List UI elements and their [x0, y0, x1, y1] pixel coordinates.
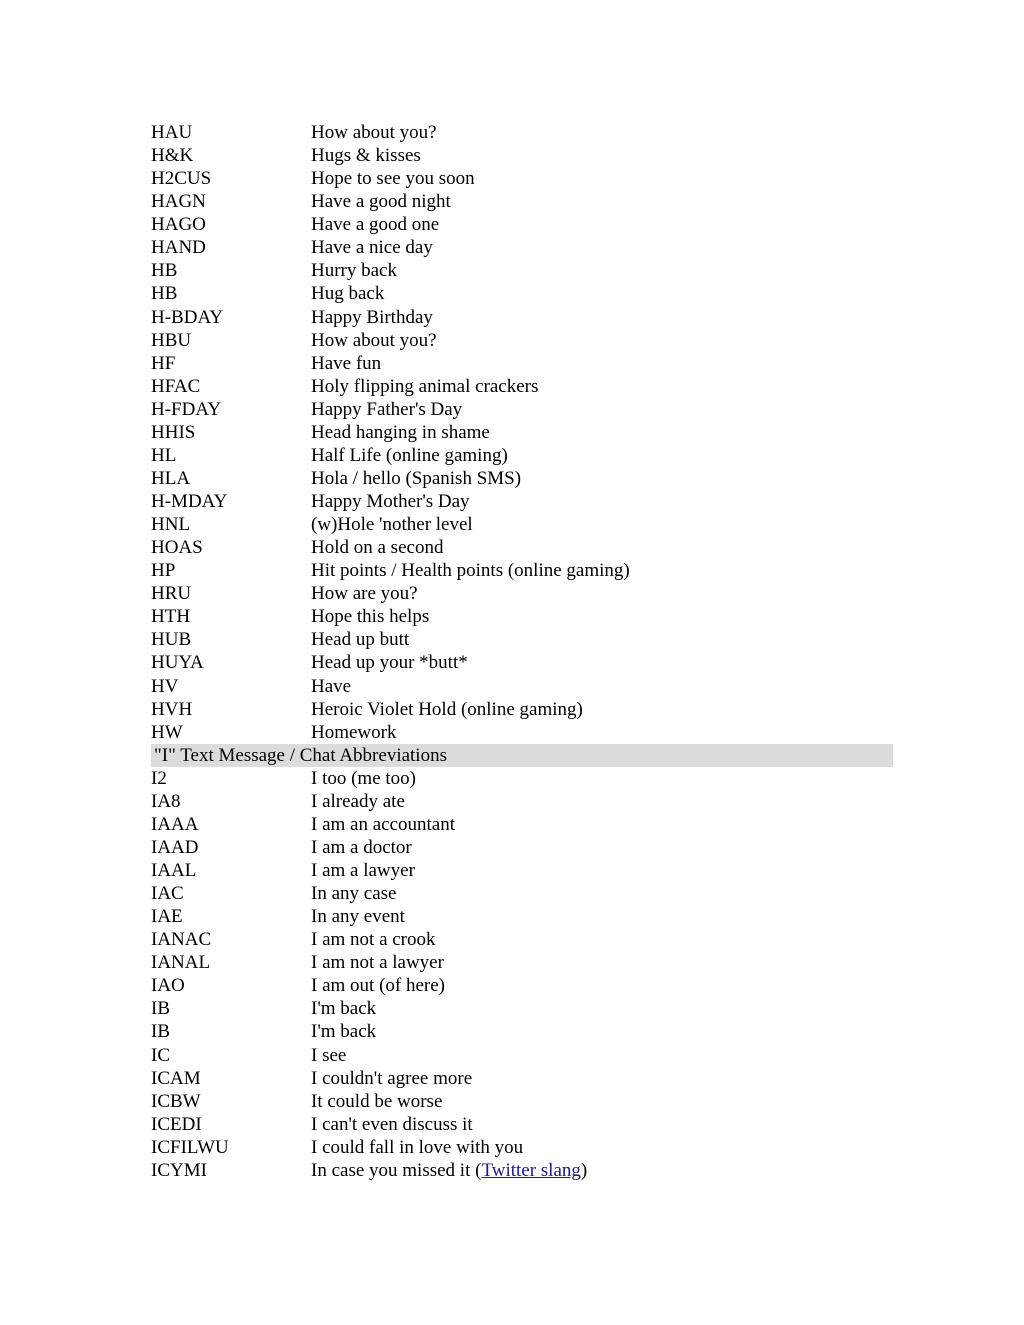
meaning: Have fun [311, 352, 382, 374]
meaning: Hola / hello (Spanish SMS) [311, 467, 522, 489]
abbreviation: HW [151, 721, 183, 743]
meaning: Head hanging in shame [311, 421, 490, 443]
table-row [151, 767, 893, 790]
meaning: Homework [311, 721, 397, 743]
meaning: Happy Mother's Day [311, 491, 470, 512]
abbreviation: IAO [151, 975, 185, 997]
abbreviation: ICYMI [151, 1159, 207, 1181]
abbreviation: HB [151, 283, 178, 305]
meaning: Hug back [311, 283, 385, 305]
meaning [311, 1159, 587, 1182]
abbreviation: HTH [151, 606, 191, 628]
meaning: (w)Hole 'nother level [311, 514, 473, 536]
abbreviation: IAAD [151, 836, 199, 858]
abbreviation: HAGO [151, 214, 206, 236]
abbreviation: HB [151, 260, 178, 282]
meaning: I am an accountant [311, 813, 456, 835]
meaning: Hope this helps [311, 606, 430, 628]
table-row [151, 467, 893, 490]
meaning: Holy flipping animal crackers [311, 375, 539, 397]
abbreviation: HUYA [151, 652, 204, 674]
table-row [151, 513, 893, 536]
table-row [151, 306, 893, 329]
table-row [151, 836, 893, 859]
table-row [151, 582, 893, 605]
meaning-prefix: In case you missed it ( [311, 1159, 482, 1181]
table-row [151, 536, 893, 559]
abbreviation: H-FDAY [151, 398, 222, 420]
meaning: How about you? [311, 122, 437, 143]
meaning: How are you? [311, 583, 418, 605]
abbreviation: HV [151, 675, 179, 697]
meaning: I could fall in love with you [311, 1136, 524, 1158]
table-row [151, 375, 893, 398]
table-row [151, 1159, 893, 1182]
abbreviation: HAU [151, 122, 193, 143]
meaning: Hit points / Health points (online gaming) [311, 560, 630, 582]
table-row [151, 444, 893, 467]
abbreviation: IAE [151, 906, 183, 928]
meaning: I am a lawyer [311, 860, 415, 881]
meaning: I too (me too) [311, 767, 417, 789]
table-row [151, 997, 893, 1020]
abbreviation: HAND [151, 237, 206, 259]
table-row [151, 951, 893, 974]
table-row [151, 490, 893, 513]
table-row [151, 213, 893, 236]
meaning: I see [311, 1044, 347, 1066]
meaning: Hugs & kisses [311, 145, 421, 167]
table-row [151, 121, 893, 144]
meaning: Head up your *butt* [311, 652, 468, 674]
abbreviation: IB [151, 1021, 170, 1043]
meaning: I can't even discuss it [311, 1113, 473, 1135]
abbreviation: H-BDAY [151, 306, 224, 328]
abbreviation: IAAL [151, 860, 197, 881]
meaning: I'm back [311, 998, 377, 1020]
abbreviation: IANAC [151, 929, 212, 951]
abbreviation: IA8 [151, 790, 181, 812]
table-row [151, 282, 893, 305]
table-row [151, 1044, 893, 1067]
abbreviation: ICAM [151, 1067, 201, 1089]
meaning: Heroic Violet Hold (online gaming) [311, 698, 583, 720]
table-row [151, 974, 893, 997]
table-row [151, 882, 893, 905]
abbreviation: HNL [151, 514, 191, 536]
abbreviation: HP [151, 560, 176, 582]
meaning-suffix: ) [580, 1159, 588, 1181]
table-row [151, 352, 893, 375]
meaning: Hope to see you soon [311, 168, 475, 190]
abbreviation: HHIS [151, 421, 196, 443]
table-row [151, 605, 893, 628]
table-row [151, 1020, 893, 1043]
meaning: I couldn't agree more [311, 1067, 473, 1089]
table-row [151, 813, 893, 836]
abbreviation: IAC [151, 883, 184, 905]
abbreviation: HBU [151, 329, 192, 351]
table-row [151, 1090, 893, 1113]
abbreviation: HOAS [151, 537, 203, 559]
abbreviation: H&K [151, 145, 194, 167]
abbreviation: HF [151, 352, 176, 374]
table-row [151, 721, 893, 744]
abbreviation: ICBW [151, 1090, 201, 1112]
meaning: Have [311, 675, 352, 697]
table-row [151, 790, 893, 813]
meaning: I am not a lawyer [311, 952, 444, 974]
section-heading-text: "I" Text Message / Chat Abbreviations [154, 744, 447, 766]
meaning: I'm back [311, 1021, 377, 1043]
meaning: In any event [311, 906, 405, 928]
table-row [151, 259, 893, 282]
table-row [151, 1067, 893, 1090]
table-row [151, 651, 893, 674]
meaning: I am a doctor [311, 836, 412, 858]
twitter-slang-link[interactable]: Twitter slang [481, 1159, 581, 1181]
table-row [151, 329, 893, 352]
meaning: I already ate [311, 790, 405, 812]
abbreviation: HLA [151, 467, 191, 489]
meaning: Have a nice day [311, 237, 433, 259]
table-row [151, 559, 893, 582]
abbreviation: HL [151, 444, 177, 466]
meaning: Have a good one [311, 214, 440, 236]
table-row [151, 698, 893, 721]
abbreviation: HVH [151, 698, 193, 720]
meaning: It could be worse [311, 1090, 443, 1112]
table-row [151, 675, 893, 698]
meaning: In any case [311, 883, 397, 905]
abbreviation: IB [151, 998, 170, 1020]
meaning: Head up butt [311, 629, 410, 651]
table-row [151, 398, 893, 421]
meaning: How about you? [311, 329, 437, 351]
abbreviation: ICEDI [151, 1113, 202, 1135]
abbreviation: IC [151, 1044, 170, 1066]
table-row [151, 628, 893, 651]
table-row [151, 928, 893, 951]
table-row [151, 236, 893, 259]
table-row [151, 190, 893, 213]
meaning: Happy Father's Day [311, 398, 463, 420]
abbreviation: IANAL [151, 952, 211, 974]
abbreviation: HUB [151, 629, 192, 651]
table-row [151, 421, 893, 444]
table-row [151, 144, 893, 167]
meaning: Half Life (online gaming) [311, 444, 508, 466]
abbreviation: HFAC [151, 375, 201, 397]
table-row [151, 1136, 893, 1159]
abbreviation: IAAA [151, 813, 199, 835]
abbreviation: I2 [151, 767, 167, 789]
table-row [151, 1113, 893, 1136]
abbreviation: H2CUS [151, 168, 212, 190]
abbreviation: ICFILWU [151, 1136, 229, 1158]
section-heading-i [151, 744, 893, 767]
abbreviation: HRU [151, 583, 192, 605]
meaning: I am not a crook [311, 929, 436, 951]
meaning: Happy Birthday [311, 306, 433, 328]
table-row [151, 905, 893, 928]
abbreviation-table [151, 121, 893, 1182]
meaning: Have a good night [311, 191, 451, 213]
meaning: I am out (of here) [311, 975, 445, 997]
meaning: Hold on a second [311, 537, 444, 559]
meaning: Hurry back [311, 260, 397, 282]
abbreviation: HAGN [151, 191, 206, 213]
abbreviation: H-MDAY [151, 491, 228, 512]
table-row [151, 859, 893, 882]
table-row [151, 167, 893, 190]
